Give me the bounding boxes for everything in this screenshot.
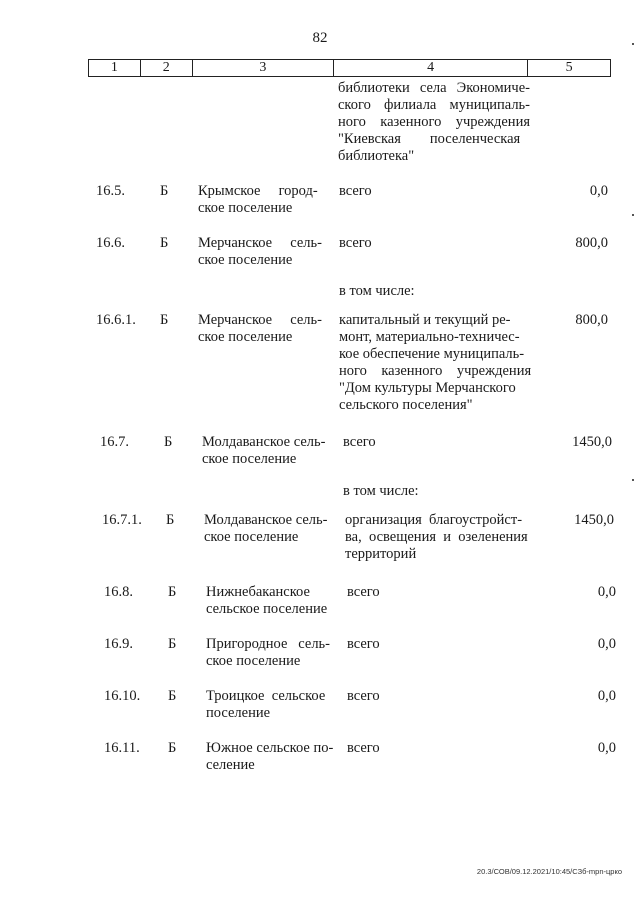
- header-col-5: 5: [565, 60, 573, 75]
- row-description: [343, 434, 533, 451]
- description-line: ва, освещения и озеленения: [345, 529, 528, 545]
- subheading-in-total: в том числе:: [343, 483, 419, 499]
- row-settlement-name: [204, 512, 332, 546]
- settlement-name-line: Пригородное сель-: [206, 636, 331, 652]
- row-amount: 0,0: [589, 183, 608, 199]
- row-description: [347, 584, 537, 601]
- description-line: всего: [347, 740, 380, 756]
- row-amount: 1450,0: [574, 512, 614, 528]
- row-budget-code: Б: [168, 740, 177, 756]
- continuation-line: ного казенного учреждения: [338, 114, 530, 130]
- continuation-text: [338, 80, 530, 165]
- subheading-in-total: в том числе:: [339, 283, 415, 299]
- row-settlement-name: [206, 688, 334, 722]
- row-number: 16.7.1.: [102, 512, 142, 528]
- row-settlement-name: [202, 434, 330, 468]
- continuation-line: библиотека": [338, 148, 415, 164]
- row-number: 16.9.: [104, 636, 133, 652]
- settlement-name-line: ское поселение: [198, 252, 293, 268]
- description-line: всего: [339, 183, 372, 199]
- settlement-name-line: Южное сельское по-: [206, 740, 334, 756]
- row-amount: 800,0: [575, 312, 608, 328]
- margin-mark: [632, 43, 634, 45]
- settlement-name-line: ское поселение: [198, 200, 293, 216]
- settlement-name-line: Мерчанское сель-: [198, 235, 322, 251]
- settlement-name-line: Молдаванское сель-: [204, 512, 328, 528]
- row-amount: 0,0: [597, 584, 616, 600]
- continuation-line: ского филиала муниципаль-: [338, 97, 530, 113]
- settlement-name-line: Нижнебаканское: [206, 584, 310, 600]
- description-line: сельского поселения": [339, 397, 473, 413]
- row-budget-code: Б: [168, 584, 177, 600]
- row-budget-code: Б: [160, 235, 169, 251]
- header-col-3: 3: [193, 60, 334, 76]
- margin-mark: [632, 214, 634, 216]
- row-amount: 0,0: [597, 740, 616, 756]
- row-description: [347, 688, 537, 705]
- row-number: 16.11.: [104, 740, 140, 756]
- row-settlement-name: [206, 584, 334, 618]
- row-budget-code: Б: [168, 636, 177, 652]
- row-amount: 800,0: [575, 235, 608, 251]
- settlement-name-line: ское поселение: [204, 529, 299, 545]
- description-line: кое обеспечение муниципаль-: [339, 346, 525, 362]
- description-line: монт, материально-техничес-: [339, 329, 520, 345]
- table-header: [88, 59, 611, 77]
- header-col-4: 4: [334, 60, 528, 76]
- settlement-name-line: селение: [206, 757, 255, 773]
- row-settlement-name: [198, 183, 326, 217]
- header-col-2: 2: [141, 60, 193, 76]
- description-line: организация благоустройст-: [345, 512, 523, 528]
- settlement-name-line: Троицкое сельское: [206, 688, 326, 704]
- continuation-line: "Киевская поселенческая: [338, 131, 521, 147]
- description-line: всего: [339, 235, 372, 251]
- row-settlement-name: [206, 636, 334, 670]
- row-description: [345, 512, 535, 563]
- description-line: всего: [343, 434, 376, 450]
- settlement-name-line: поселение: [206, 705, 271, 721]
- row-description: [347, 636, 537, 653]
- description-line: всего: [347, 636, 380, 652]
- row-number: 16.7.: [100, 434, 129, 450]
- settlement-name-line: ское поселение: [202, 451, 297, 467]
- page-number: 82: [312, 30, 328, 46]
- row-budget-code: Б: [160, 312, 169, 328]
- row-number: 16.8.: [104, 584, 133, 600]
- row-description: [339, 312, 532, 414]
- footer-code: 20.3/СОВ/09.12.2021/10:45/СЗб-mpn-црко: [476, 867, 622, 876]
- row-amount: 1450,0: [572, 434, 612, 450]
- header-col-1: 1: [89, 60, 141, 76]
- row-settlement-name: [198, 235, 326, 269]
- row-amount: 0,0: [597, 688, 616, 704]
- row-budget-code: Б: [160, 183, 169, 199]
- description-line: всего: [347, 688, 380, 704]
- settlement-name-line: ское поселение: [206, 653, 301, 669]
- row-budget-code: Б: [168, 688, 177, 704]
- description-line: территорий: [345, 546, 417, 562]
- description-line: всего: [347, 584, 380, 600]
- settlement-name-line: Молдаванское сель-: [202, 434, 326, 450]
- row-description: [339, 235, 529, 252]
- row-number: 16.10.: [104, 688, 141, 704]
- description-line: "Дом культуры Мерчанского: [339, 380, 516, 396]
- row-description: [339, 183, 529, 200]
- row-number: 16.6.: [96, 235, 125, 251]
- settlement-name-line: сельское поселение: [206, 601, 328, 617]
- row-number: 16.5.: [96, 183, 125, 199]
- settlement-name-line: Мерчанское сель-: [198, 312, 322, 328]
- description-line: ного казенного учреждения: [339, 363, 532, 379]
- settlement-name-line: Крымское город-: [198, 183, 318, 199]
- settlement-name-line: ское поселение: [198, 329, 293, 345]
- row-settlement-name: [198, 312, 326, 346]
- row-budget-code: Б: [164, 434, 173, 450]
- row-description: [347, 740, 537, 757]
- row-number: 16.6.1.: [96, 312, 136, 328]
- row-budget-code: Б: [166, 512, 175, 528]
- row-amount: 0,0: [597, 636, 616, 652]
- row-settlement-name: [206, 740, 334, 774]
- margin-mark: [632, 479, 634, 481]
- description-line: капитальный и текущий ре-: [339, 312, 511, 328]
- continuation-line: библиотеки села Экономиче-: [338, 80, 530, 96]
